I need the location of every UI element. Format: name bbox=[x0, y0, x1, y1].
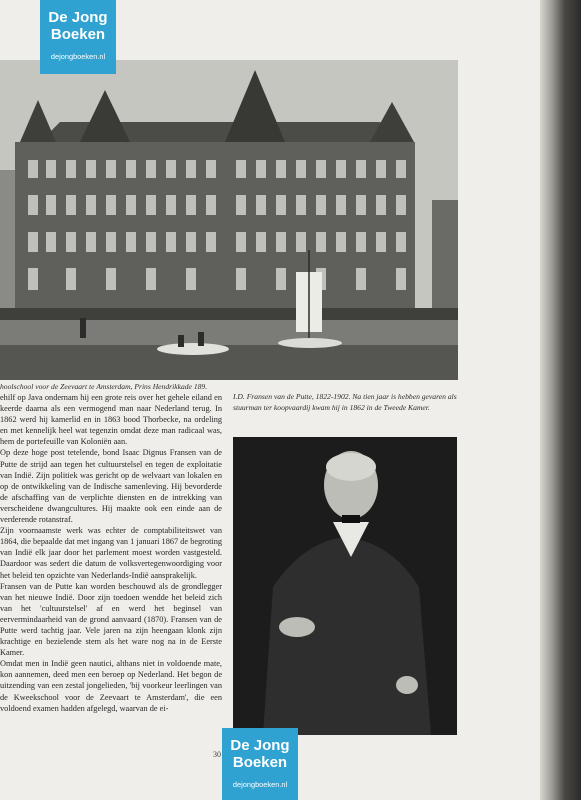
portrait-photo bbox=[233, 437, 457, 735]
school-building-photo bbox=[0, 60, 458, 380]
body-paragraph: Fransen van de Putte kan worden beschouwd als de grondlegger van het nieuwe Indië. Door zijn toedoen wendde het beleid zich van het 'cultuurstelsel' af en werd het beginsel van eervermindaarheid van de grond aanvaard (1870). Fransen van de Putte werd tachtig jaar. Vele jaren na zijn heengaan klonk zijn krachtige en bezielende stem als het ware nog na in de Eerste Kamer. bbox=[0, 581, 222, 658]
body-text bbox=[0, 392, 222, 714]
body-paragraph: Omdat men in Indië geen nautici, althans niet in voldoende mate, kon aannemen, deed men een beroep op Nederland. Het begon de uitzending van een zestal jongelieden, 'bij voorkeur leerlingen van de Kweekschool voor de Zeevaart te Amsterdam', die een voldoend examen hadden afgelegd, waarvan de ei- bbox=[0, 659, 222, 713]
photo-caption: hoolschool voor de Zeevaart te Amsterdam, Prins Hendrikkade 189. bbox=[0, 382, 208, 391]
page-number: 30 bbox=[213, 750, 221, 759]
building-photo-graphic bbox=[0, 60, 458, 380]
watermark-logo-bottom: De Jong Boeken dejongboeken.nl bbox=[222, 728, 298, 800]
watermark-logo-top: De Jong Boeken dejongboeken.nl bbox=[40, 0, 116, 74]
body-paragraph: Zijn voornaamste werk was echter de comptabiliteitswet van 1864, die bepaalde dat met ingang van 1 januari 1867 de begroting van Indië elk jaar door het parlement moest worden vastgesteld. Daardoor was sedert die datum de volksvertegenwoordiging voor het beleid ten opzichte van Nederlands-Indië aansprakelijk. bbox=[0, 526, 222, 580]
portrait-caption: I.D. Fransen van de Putte, 1822-1902. Na tien jaar is hebben gevaren als stuurman ter koopvaardij kwam hij in 1862 in de Tweede Kamer. bbox=[233, 392, 457, 412]
body-paragraph: Op deze hoge post tetelende, bond Isaac Dignus Fransen van de Putte de strijd aan tegen het cultuurstelsel en tegen de exploitatie van Indië. Zijn politiek was gericht op de welvaart van lokalen en op de ontwikkeling van de Indische samenleving. Hij bevorderde de afschaffing van de verplichte diensten en de intrekking van verscheidene dwangcultures. Hij maakte ook een einde aan de verderende rotanstraf. bbox=[0, 448, 222, 525]
body-paragraph: ehilf op Java ondernam hij een grote reis over het gehele eiland en keerde daarna als een vermogend man naar Nederland terug. In 1862 werd hij kamerlid en in 1863 bood Thorbecke, na ordeling en met kennelijk heel wat tegenzin omdat deze man radicaal was, hem de portefeuille van Koloniën aan. bbox=[0, 393, 222, 447]
book-spine-shadow bbox=[540, 0, 581, 800]
portrait-graphic bbox=[233, 437, 457, 735]
